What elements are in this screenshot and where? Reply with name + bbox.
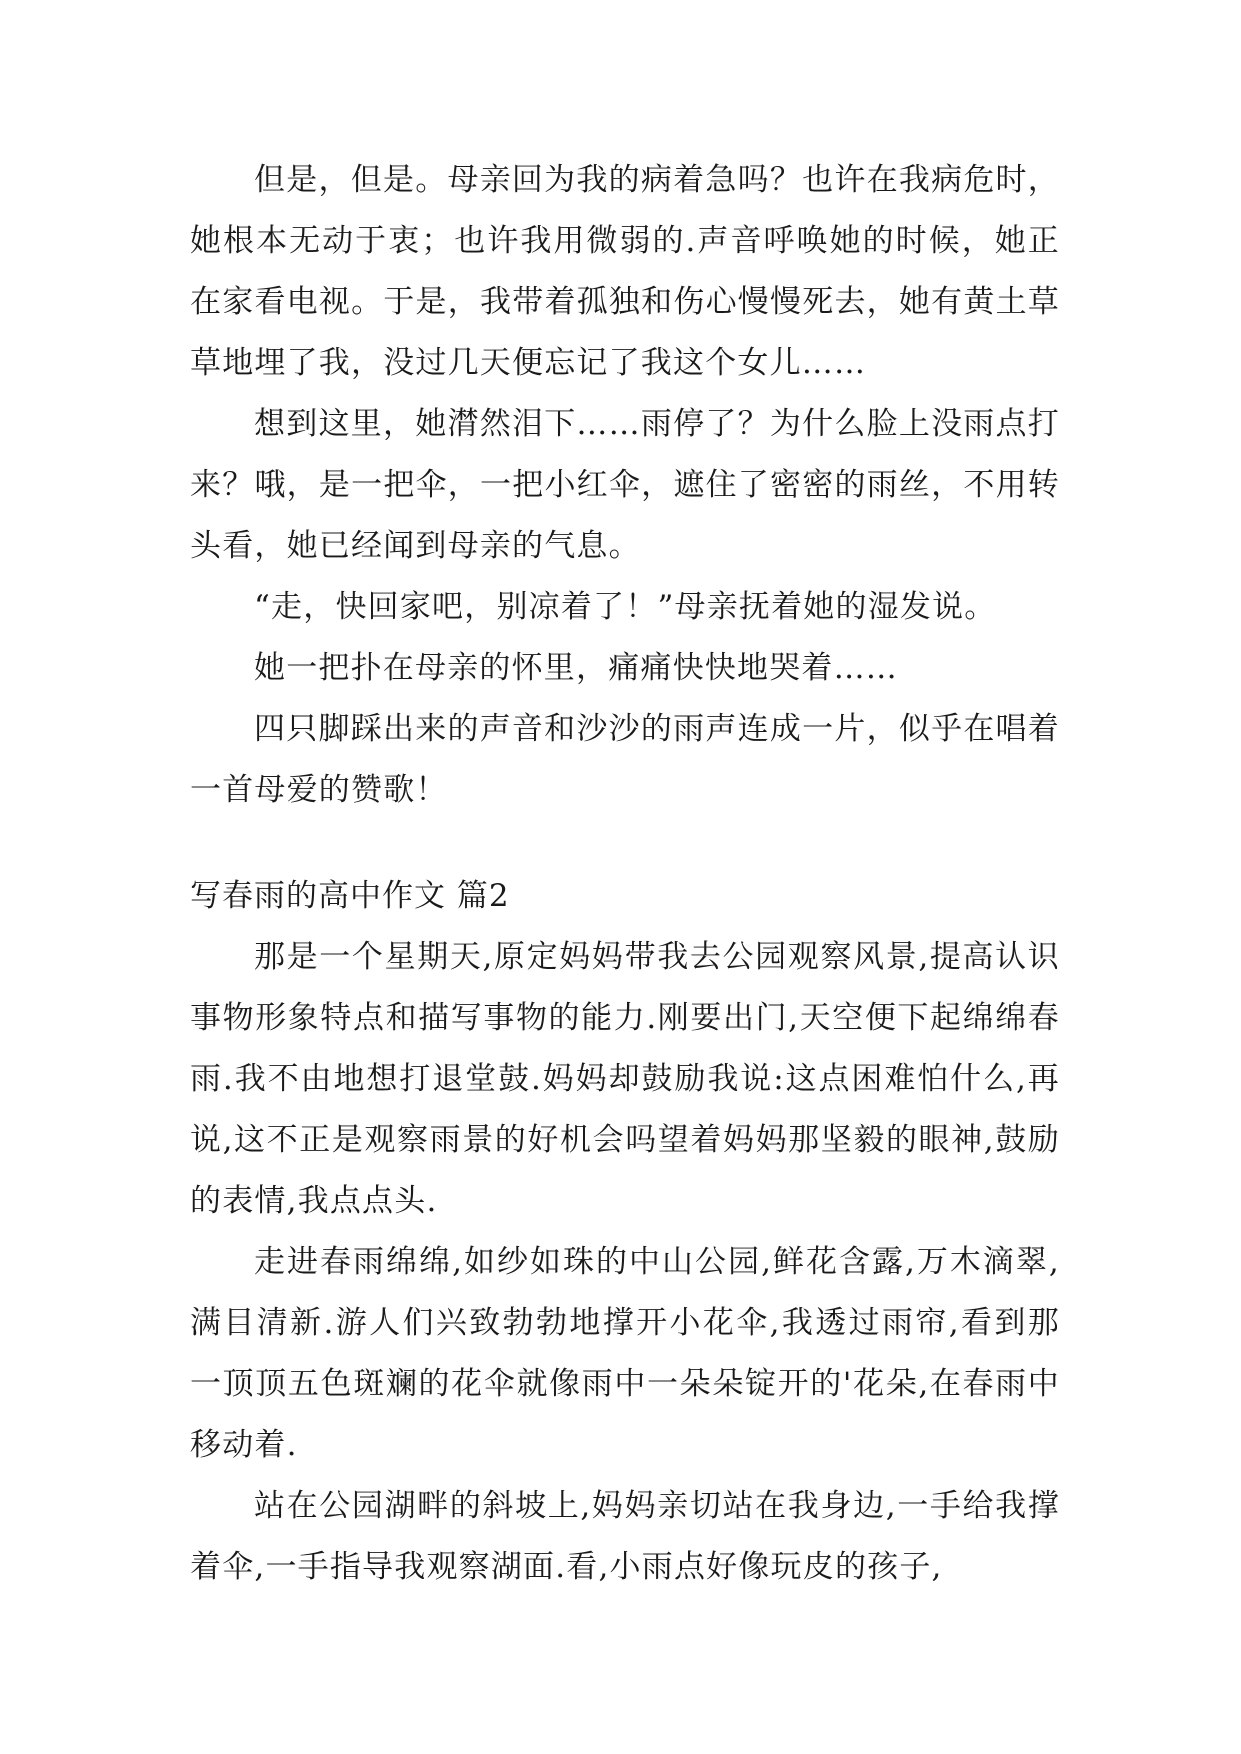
section-heading: 写春雨的高中作文 篇2 [190,878,510,914]
paragraph: 她一把扑在母亲的怀里，痛痛快快地哭着…… [254,650,898,686]
paragraph: 四只脚踩出来的声音和沙沙的雨声连成一片，似乎在唱着一首母爱的赞歌！ [190,711,1060,808]
paragraph: 那是一个星期天,原定妈妈带我去公园观察风景,提高认识事物形象特点和描写事物的能力.刚要出门,天空便下起绵绵春雨.我不由地想打退堂鼓.妈妈却鼓励我说:这点困难怕什么,再说,这不正是观察雨景的好机会吗望着妈妈那坚毅的眼神,鼓励的表情,我点点头. [190,939,1060,1219]
document-body [190,150,1060,1598]
paragraph: 站在公园湖畔的斜坡上,妈妈亲切站在我身边,一手给我撑着伞,一手指导我观察湖面.看,小雨点好像玩皮的孩子, [190,1488,1060,1585]
paragraph: 但是，但是。母亲回为我的病着急吗？也许在我病危时，她根本无动于衷；也许我用微弱的.声音呼唤她的时候，她正在家看电视。于是，我带着孤独和伤心慢慢死去，她有黄土草草地埋了我，没过几天便忘记了我这个女儿…… [190,162,1060,381]
paragraph: 走进春雨绵绵,如纱如珠的中山公园,鲜花含露,万木滴翠,满目清新.游人们兴致勃勃地撑开小花伞,我透过雨帘,看到那一顶顶五色斑斓的花伞就像雨中一朵朵锭开的'花朵,在春雨中移动着. [190,1244,1060,1463]
paragraph: “走，快回家吧，别凉着了！”母亲抚着她的湿发说。 [254,589,997,625]
paragraph: 想到这里，她潸然泪下……雨停了？为什么脸上没雨点打来？哦，是一把伞，一把小红伞，遮住了密密的雨丝，不用转头看，她已经闻到母亲的气息。 [190,406,1060,564]
